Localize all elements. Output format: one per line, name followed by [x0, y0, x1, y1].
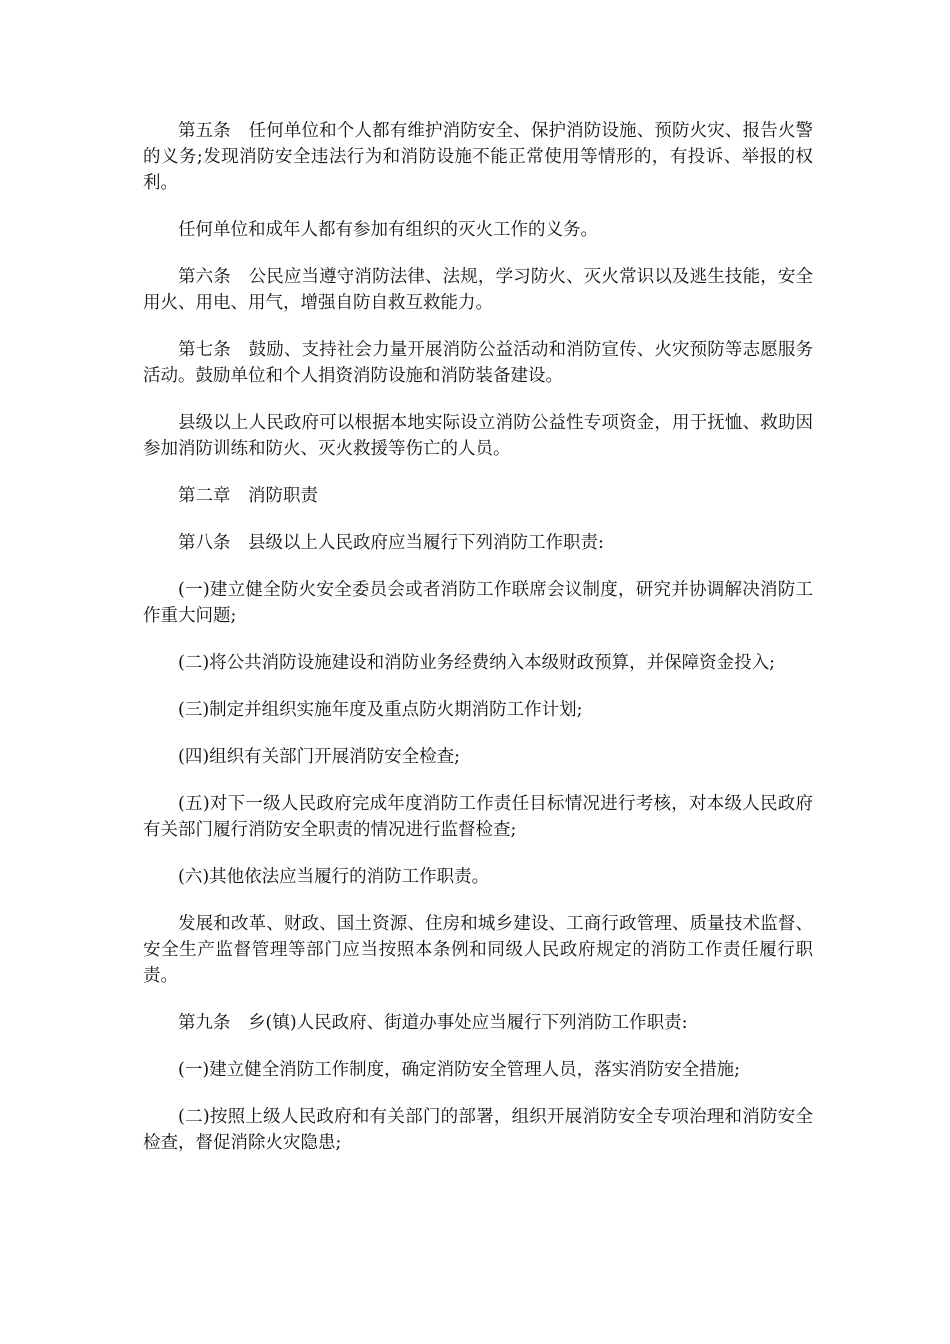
article-7-paragraph: 第七条 鼓励、支持社会力量开展消防公益活动和消防宣传、火灾预防等志愿服务活动。鼓励单位和个人捐资消防设施和消防装备建设。	[143, 340, 813, 386]
article-5-paragraph-2: 任何单位和成年人都有参加有组织的灭火工作的义务。	[178, 220, 598, 240]
article-6-paragraph: 第六条 公民应当遵守消防法律、法规，学习防火、灭火常识以及逃生技能，安全用火、用电、用气，增强自防自救互救能力。	[143, 267, 813, 313]
article-8-item-1: (一)建立健全防火安全委员会或者消防工作联席会议制度，研究并协调解决消防工作重大问题;	[143, 580, 813, 626]
article-8-item-6: (六)其他依法应当履行的消防工作职责。	[178, 867, 490, 887]
article-8-item-4: (四)组织有关部门开展消防安全检查;	[178, 747, 461, 767]
article-8-paragraph: 第八条 县级以上人民政府应当履行下列消防工作职责:	[178, 533, 604, 553]
document-body	[143, 118, 813, 1177]
article-9-paragraph: 第九条 乡(镇)人民政府、街道办事处应当履行下列消防工作职责:	[178, 1013, 688, 1033]
article-5-paragraph: 第五条 任何单位和个人都有维护消防安全、保护消防设施、预防火灾、报告火警的义务;发现消防安全违法行为和消防设施不能正常使用等情形的，有投诉、举报的权利。	[143, 121, 813, 193]
article-7-paragraph-2: 县级以上人民政府可以根据本地实际设立消防公益性专项资金，用于抚恤、救助因参加消防训练和防火、灭火救援等伤亡的人员。	[143, 413, 813, 459]
article-8-item-5: (五)对下一级人民政府完成年度消防工作责任目标情况进行考核，对本级人民政府有关部门履行消防安全职责的情况进行监督检查;	[143, 794, 813, 840]
article-9-item-1: (一)建立健全消防工作制度，确定消防安全管理人员，落实消防安全措施;	[178, 1060, 741, 1080]
article-8-item-3: (三)制定并组织实施年度及重点防火期消防工作计划;	[178, 700, 583, 720]
chapter-heading: 第二章 消防职责	[178, 486, 318, 506]
article-8-paragraph-2: 发展和改革、财政、国土资源、住房和城乡建设、工商行政管理、质量技术监督、安全生产监督管理等部门应当按照本条例和同级人民政府规定的消防工作责任履行职责。	[143, 914, 813, 986]
article-9-item-2: (二)按照上级人民政府和有关部门的部署，组织开展消防安全专项治理和消防安全检查，督促消除火灾隐患;	[143, 1107, 813, 1153]
article-8-item-2: (二)将公共消防设施建设和消防业务经费纳入本级财政预算，并保障资金投入;	[178, 653, 776, 673]
